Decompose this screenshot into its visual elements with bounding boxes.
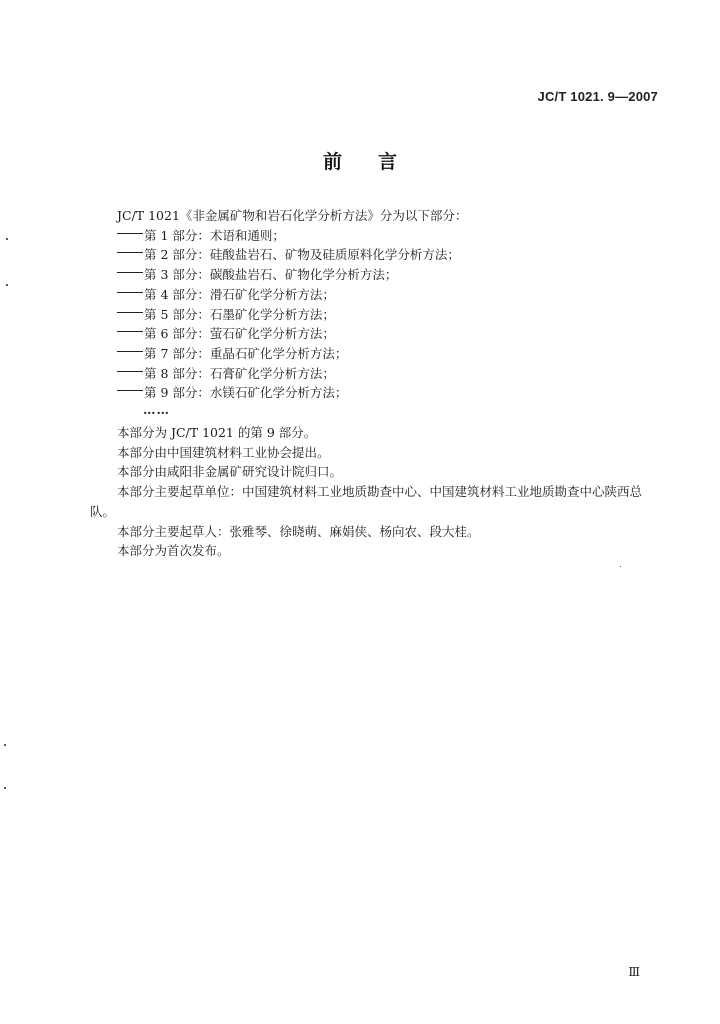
part-item	[90, 364, 660, 384]
part-text: 第 9 部分：水镁石矿化学分析方法；	[144, 385, 348, 401]
dash-mark	[117, 312, 143, 313]
page-number: Ⅲ	[628, 965, 640, 979]
dash-mark	[117, 371, 143, 372]
intro-line: JC/T 1021《非金属矿物和岩石化学分析方法》分为以下部分：	[117, 208, 468, 223]
part-item	[90, 285, 660, 305]
part-text: 第 4 部分：滑石矿化学分析方法；	[144, 286, 335, 302]
statement-drafting-units: 本部分主要起草单位：中国建筑材料工业地质勘查中心、中国建筑材料工业地质勘查中心陕西总	[117, 484, 643, 500]
scan-speck	[6, 238, 8, 240]
foreword-body	[90, 206, 660, 561]
part-text: 第 3 部分：碳酸盐岩石、矿物化学分析方法；	[144, 267, 398, 283]
part-item	[90, 324, 660, 344]
statement-centralized: 本部分由咸阳非金属矿研究设计院归口。	[117, 464, 343, 480]
page-title	[0, 147, 720, 174]
dash-mark	[117, 292, 143, 293]
scan-speck	[620, 566, 621, 567]
part-text: 第 7 部分：重晶石矿化学分析方法；	[144, 345, 348, 361]
title-char-2: 言	[378, 151, 398, 173]
scan-speck	[4, 787, 6, 789]
part-item	[90, 344, 660, 364]
part-item	[90, 245, 660, 265]
part-item	[90, 265, 660, 285]
part-item	[90, 305, 660, 325]
dash-mark	[117, 331, 143, 332]
part-text: 第 1 部分：术语和通则；	[144, 227, 285, 243]
dash-mark	[117, 351, 143, 352]
statement-proposer: 本部分由中国建筑材料工业协会提出。	[117, 444, 330, 460]
dash-mark	[117, 252, 143, 253]
part-text: 第 2 部分：硅酸盐岩石、矿物及硅质原料化学分析方法；	[144, 247, 460, 263]
ellipsis-mark: ……	[143, 402, 170, 418]
dash-mark	[117, 233, 143, 234]
part-item	[90, 383, 660, 403]
dash-mark	[117, 390, 143, 391]
statement-drafters: 本部分主要起草人：张雅琴、徐晓萌、麻娟侠、杨向农、段大桂。	[117, 523, 480, 539]
statement-first-release: 本部分为首次发布。	[117, 543, 230, 559]
parts-list	[90, 226, 660, 403]
dash-mark	[117, 272, 143, 273]
statement-drafting-units-cont: 队。	[90, 503, 116, 519]
part-text: 第 8 部分：石膏矿化学分析方法；	[144, 365, 335, 381]
part-item	[90, 226, 660, 246]
title-char-1: 前	[322, 151, 342, 173]
scan-speck	[6, 284, 8, 286]
statement-part-number: 本部分为 JC/T 1021 的第 9 部分。	[117, 425, 317, 441]
scan-speck	[4, 744, 6, 746]
part-text: 第 6 部分：萤石矿化学分析方法；	[144, 326, 335, 342]
document-code: JC/T 1021. 9—2007	[537, 89, 658, 104]
part-text: 第 5 部分：石墨矿化学分析方法；	[144, 306, 335, 322]
